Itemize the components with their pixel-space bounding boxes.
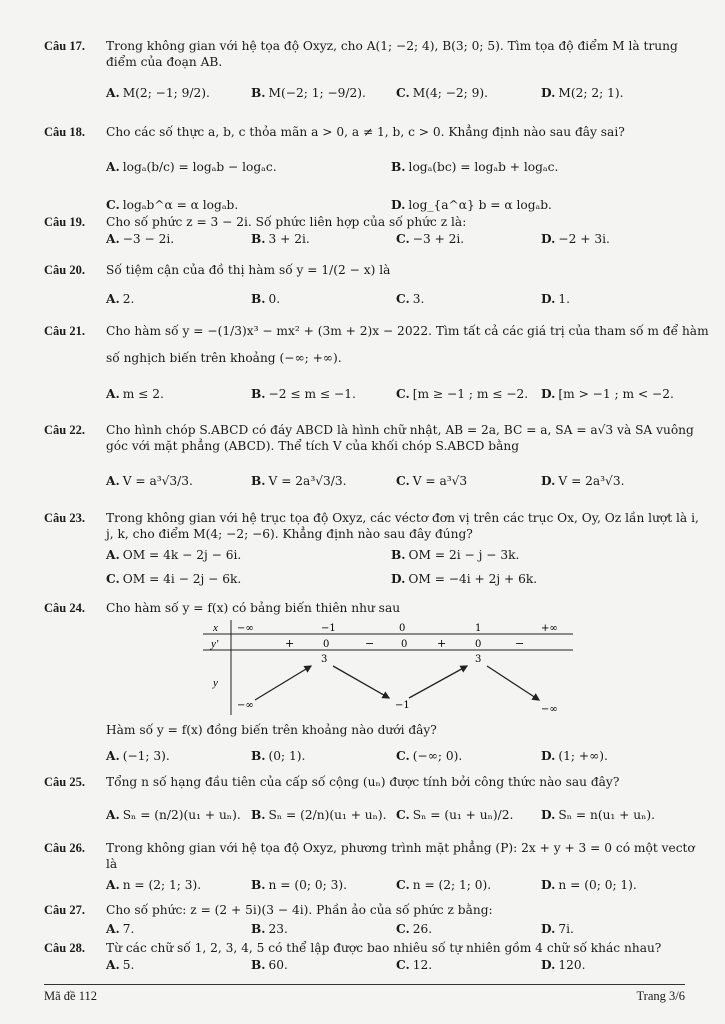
option-b: B. OM = 2i − j − 3k.: [391, 547, 520, 562]
option-a: A. M(2; −1; 9/2).: [106, 85, 210, 100]
question-17: [44, 38, 709, 101]
option-c: C. 3.: [396, 291, 425, 306]
question-number: Câu 25.: [44, 775, 85, 789]
question-text: Trong không gian với hệ trục tọa độ Oxyz, các véctơ đơn vị trên các trục Ox, Oy, Oz lần lượt là i, j, k, cho điểm M(4; −2; −6). Khẳng định nào sau đây đúng?: [106, 511, 699, 542]
decreasing-arrow: [487, 666, 539, 700]
option-d: D. M(2; 2; 1).: [541, 85, 624, 100]
question-text: Hàm số y = f(x) đồng biến trên khoảng nào dưới đây?: [106, 723, 437, 737]
question-18: [44, 124, 709, 224]
option-a: A. n = (2; 1; 3).: [106, 877, 202, 892]
option-d: D. Sₙ = n(u₁ + uₙ).: [541, 807, 656, 822]
question-number: Câu 20.: [44, 263, 85, 277]
question-number: Câu 19.: [44, 215, 85, 229]
question-text: Cho hàm số y = −(1/3)x³ − mx² + (3m + 2)x − 2022. Tìm tất cả các giá trị của tham số m để hàm số nghịch biến trên khoảng (−∞; +∞).: [106, 324, 709, 365]
option-a: A. m ≤ 2.: [106, 386, 164, 401]
y-label: y: [213, 677, 218, 689]
question-text: Số tiệm cận của đồ thị hàm số y = 1/(2 − x) là: [106, 263, 391, 277]
yprime-label: y': [211, 638, 219, 650]
option-a: A. OM = 4k − 2j − 6i.: [106, 547, 242, 562]
question-24: [44, 600, 709, 617]
option-c: C. OM = 4i − 2j − 6k.: [106, 572, 242, 587]
x-value: +∞: [541, 623, 558, 634]
variation-table: [203, 620, 573, 715]
y-value: −1: [395, 700, 410, 711]
option-c: C. 12.: [396, 957, 433, 972]
option-c: C. [m ≥ −1 ; m ≤ −2.: [396, 386, 529, 401]
question-text: Trong không gian với hệ tọa độ Oxyz, phương trình mặt phẳng (P): 2x + y + 3 = 0 có một vectơ là: [106, 841, 695, 872]
question-26: [44, 840, 709, 893]
option-b: B. −2 ≤ m ≤ −1.: [251, 386, 356, 401]
option-a: A. −3 − 2i.: [106, 231, 175, 246]
question-text: Trong không gian với hệ tọa độ Oxyz, cho A(1; −2; 4), B(3; 0; 5). Tìm tọa độ điểm M là trung điểm của đoạn AB.: [106, 39, 678, 70]
question-20: [44, 262, 709, 307]
exam-code: Mã đề 112: [44, 989, 97, 1003]
y-value: −∞: [541, 704, 558, 715]
option-b: B. 0.: [251, 291, 281, 306]
option-d: D. n = (0; 0; 1).: [541, 877, 637, 892]
option-c: C. V = a³√3: [396, 473, 468, 488]
option-d: D. OM = −4i + 2j + 6k.: [391, 572, 538, 587]
option-b: B. V = 2a³√3/3.: [251, 473, 347, 488]
option-d: D. V = 2a³√3.: [541, 473, 625, 488]
question-22: [44, 422, 709, 489]
page-number: Trang 3/6: [636, 989, 685, 1003]
option-a: A. 5.: [106, 957, 135, 972]
page-footer: [44, 984, 685, 1004]
sign: 0: [401, 639, 408, 650]
option-c: C. 26.: [396, 921, 433, 936]
option-d: D. log_{a^α} b = α logₐb.: [391, 198, 552, 213]
variation-table-svg: [203, 620, 573, 715]
option-c: C. n = (2; 1; 0).: [396, 877, 492, 892]
decreasing-arrow: [333, 666, 389, 698]
option-d: D. [m > −1 ; m < −2.: [541, 386, 674, 401]
option-d: D. (1; +∞).: [541, 749, 608, 764]
question-number: Câu 26.: [44, 841, 85, 855]
y-value: 3: [475, 654, 482, 665]
x-label: x: [213, 622, 218, 634]
increasing-arrow: [255, 666, 311, 700]
question-24-part2: [44, 722, 709, 765]
question-number: Câu 27.: [44, 903, 85, 917]
question-number: Câu 28.: [44, 941, 85, 955]
sign: −: [365, 637, 375, 650]
option-c: C. Sₙ = (u₁ + uₙ)/2.: [396, 807, 514, 822]
option-b: B. 60.: [251, 957, 288, 972]
option-a: A. Sₙ = (n/2)(u₁ + uₙ).: [106, 807, 241, 822]
sign: +: [437, 637, 447, 650]
question-text: Cho số phức z = 3 − 2i. Số phức liên hợp của số phức z là:: [106, 215, 467, 229]
question-text: Từ các chữ số 1, 2, 3, 4, 5 có thể lập được bao nhiêu số tự nhiên gồm 4 chữ số khác nhau?: [106, 941, 662, 955]
question-27: [44, 902, 709, 937]
option-d: D. 7i.: [541, 921, 574, 936]
option-b: B. (0; 1).: [251, 749, 306, 764]
sign: +: [285, 637, 295, 650]
increasing-arrow: [409, 666, 467, 698]
sign: 0: [323, 639, 330, 650]
question-number: Câu 24.: [44, 601, 85, 615]
sign: −: [515, 637, 525, 650]
x-value: −∞: [237, 623, 254, 634]
question-25: [44, 774, 709, 823]
question-text: Cho số phức: z = (2 + 5i)(3 − 4i). Phần ảo của số phức z bằng:: [106, 903, 493, 917]
x-value: −1: [321, 623, 336, 634]
x-value: 0: [399, 623, 406, 634]
option-a: A. 2.: [106, 291, 135, 306]
option-c: C. logₐb^α = α logₐb.: [106, 198, 239, 213]
question-number: Câu 21.: [44, 324, 85, 338]
option-a: A. (−1; 3).: [106, 749, 170, 764]
option-b: B. M(−2; 1; −9/2).: [251, 85, 366, 100]
question-text: Cho hình chóp S.ABCD có đáy ABCD là hình chữ nhật, AB = 2a, BC = a, SA = a√3 và SA vuông góc với mặt phẳng (ABCD). Thể tích V của khối chóp S.ABCD bằng: [106, 423, 694, 454]
question-28: [44, 940, 709, 973]
question-23: [44, 510, 709, 588]
option-d: D. 1.: [541, 291, 571, 306]
option-d: D. 120.: [541, 957, 586, 972]
sign: 0: [475, 639, 482, 650]
option-b: B. Sₙ = (2/n)(u₁ + uₙ).: [251, 807, 387, 822]
question-text: Cho hàm số y = f(x) có bảng biến thiên như sau: [106, 601, 401, 615]
question-19: [44, 214, 709, 247]
option-b: B. logₐ(bc) = logₐb + logₐc.: [391, 159, 559, 174]
question-text: Cho các số thực a, b, c thỏa mãn a > 0, a ≠ 1, b, c > 0. Khẳng định nào sau đây sai?: [106, 125, 625, 139]
option-a: A. V = a³√3/3.: [106, 473, 193, 488]
option-b: B. 3 + 2i.: [251, 231, 310, 246]
question-21: [44, 318, 709, 402]
x-value: 1: [475, 623, 482, 634]
question-number: Câu 22.: [44, 423, 85, 437]
question-number: Câu 17.: [44, 39, 85, 53]
y-value: 3: [321, 654, 328, 665]
question-text: Tổng n số hạng đầu tiên của cấp số cộng (uₙ) được tính bởi công thức nào sau đây?: [106, 775, 620, 789]
y-value: −∞: [237, 700, 254, 711]
question-number: Câu 23.: [44, 511, 85, 525]
option-c: C. −3 + 2i.: [396, 231, 465, 246]
option-b: B. n = (0; 0; 3).: [251, 877, 347, 892]
option-d: D. −2 + 3i.: [541, 231, 610, 246]
option-a: A. logₐ(b/c) = logₐb − logₐc.: [106, 159, 277, 174]
option-b: B. 23.: [251, 921, 288, 936]
question-number: Câu 18.: [44, 125, 85, 139]
option-a: A. 7.: [106, 921, 135, 936]
option-c: C. M(4; −2; 9).: [396, 85, 489, 100]
option-c: C. (−∞; 0).: [396, 749, 463, 764]
